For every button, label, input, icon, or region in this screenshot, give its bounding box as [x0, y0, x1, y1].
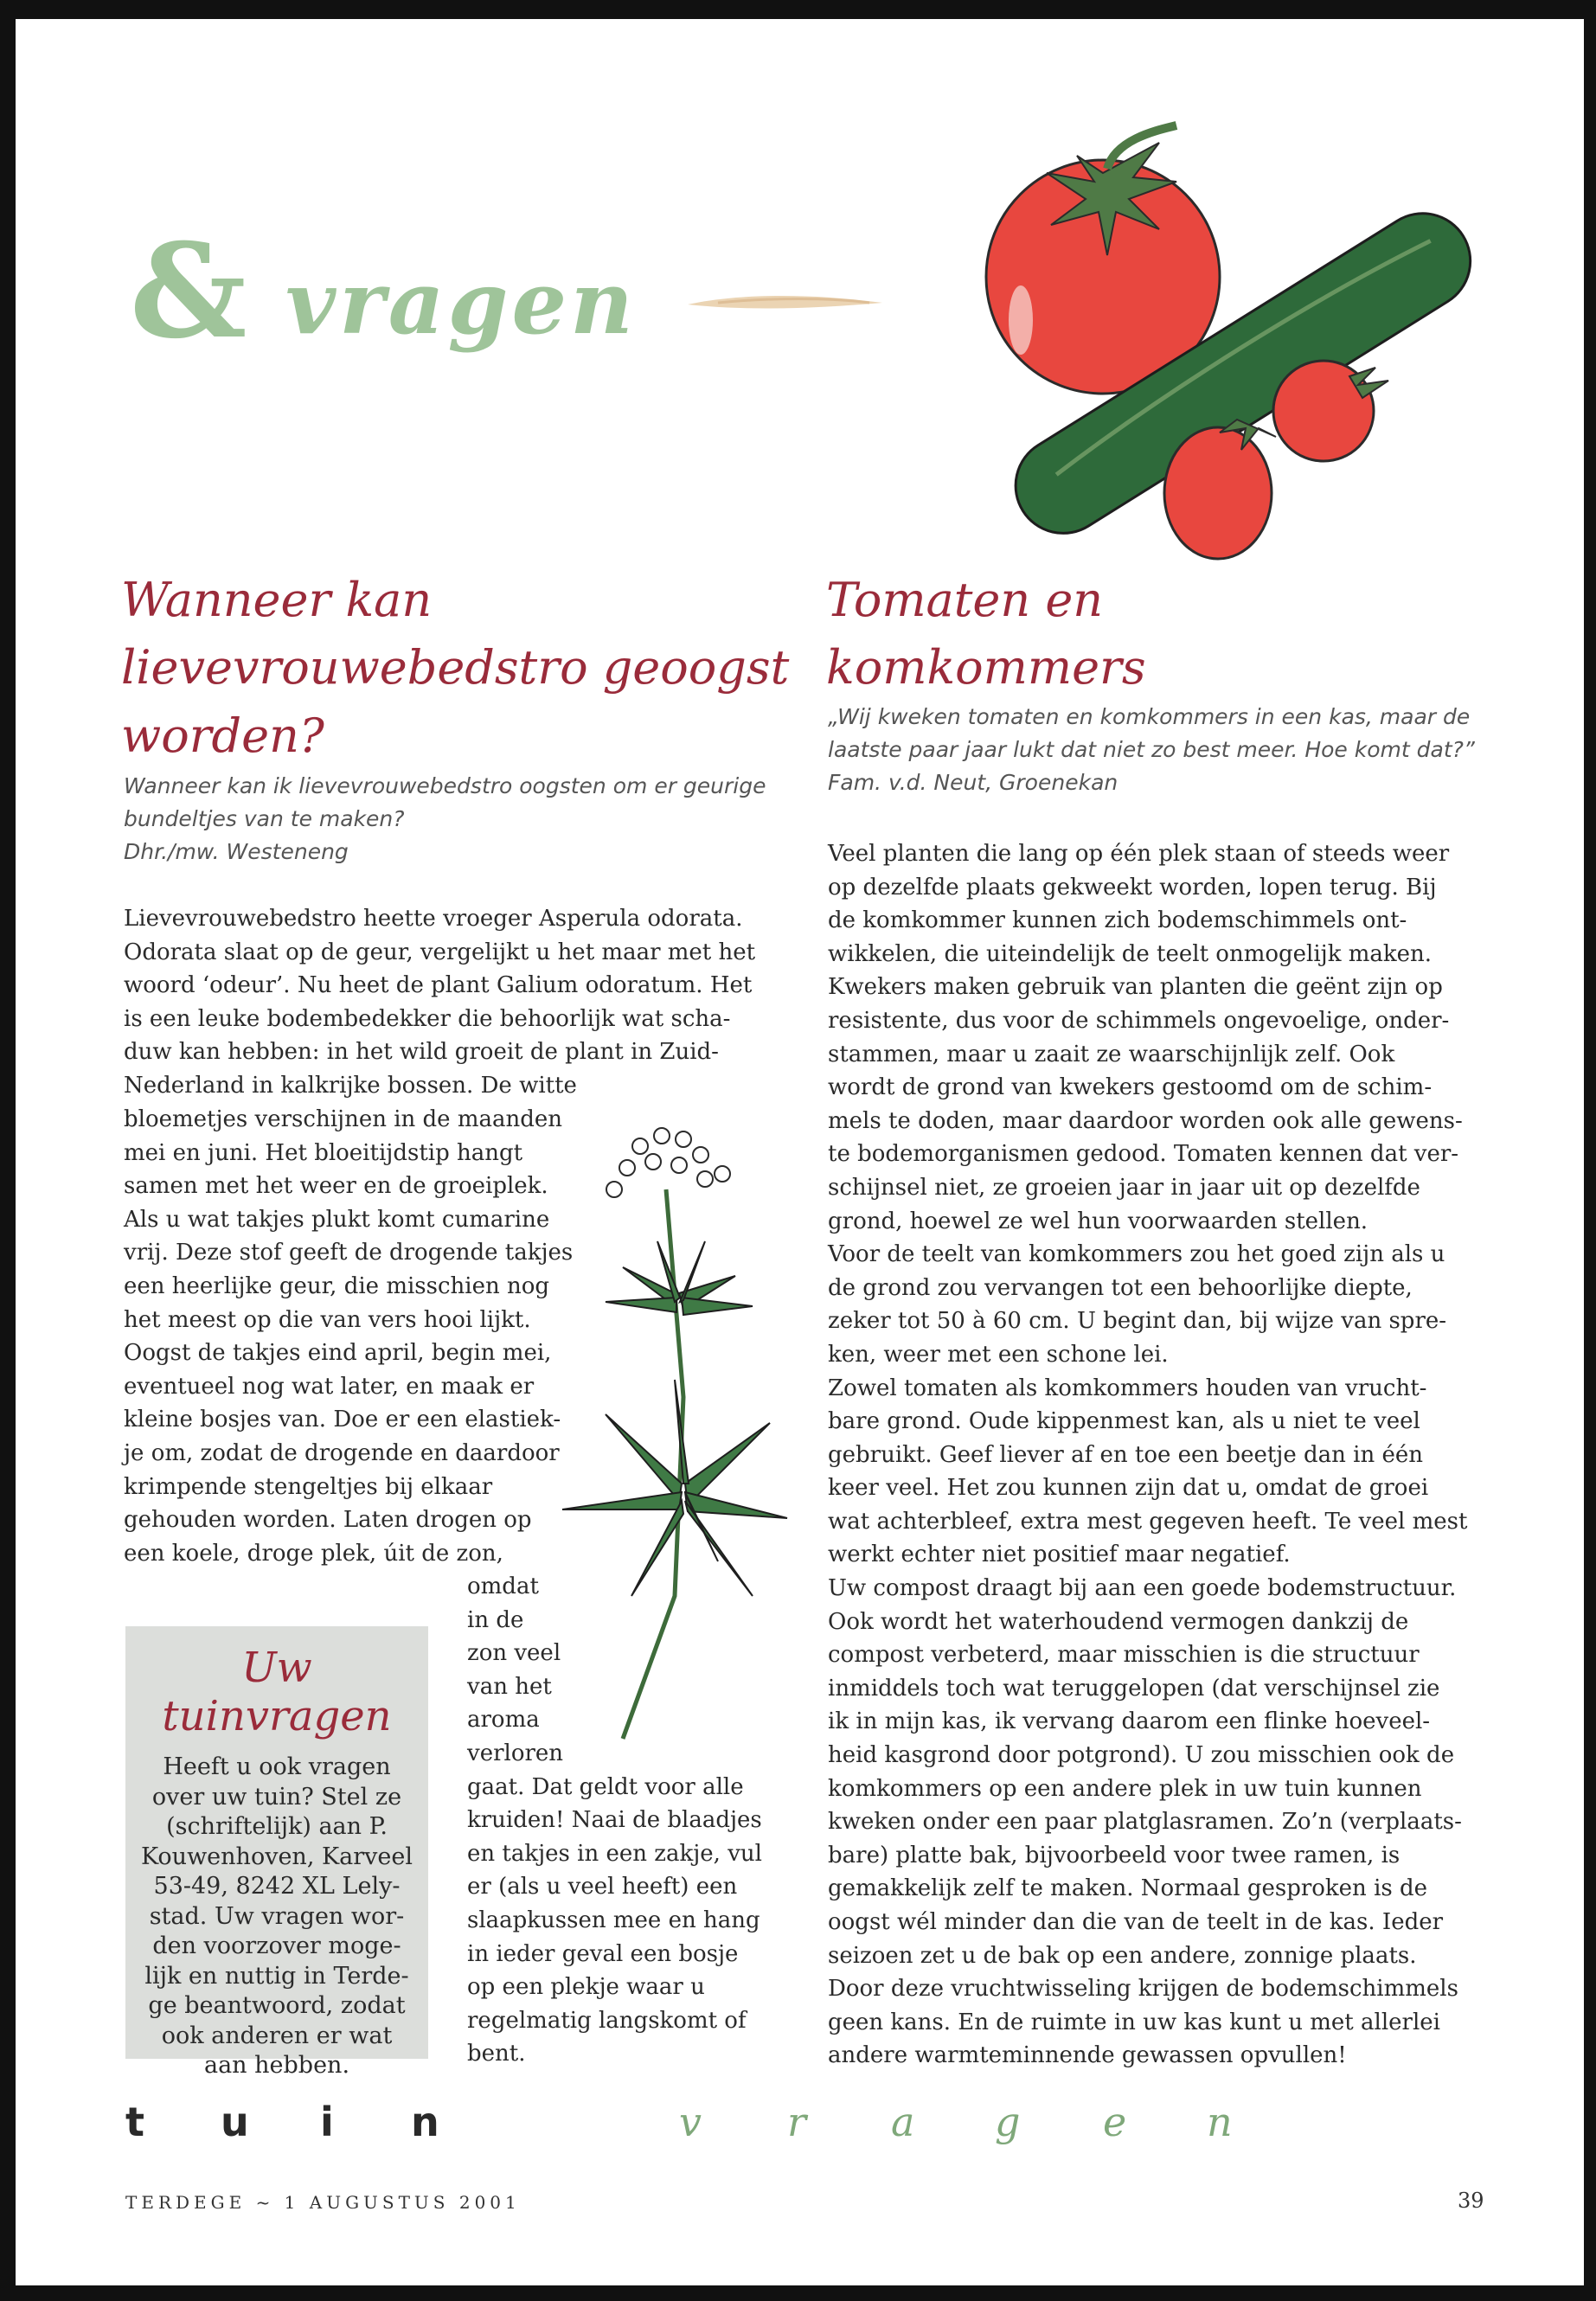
footer-letter: u: [221, 2099, 249, 2145]
footer-letter: a: [891, 2099, 915, 2145]
footer-letter: r: [787, 2099, 806, 2145]
answer-left-part3: omdat in de zon veel van het aroma verloren gaat. Dat geldt voor alle kruiden! Naai de blaadjes en takjes in een zakje, vul er (als u veel heeft) een slaapkussen mee en hang in ieder geval een bosje op een plekje waar u regelmatig langskomt of bent.: [467, 1574, 762, 2067]
brush-stroke-icon: [683, 285, 891, 320]
answer-right: Veel planten die lang op één plek staan of steeds weer op dezelfde plaats gekweekt worden, lopen terug. Bij de komkommer kunnen zich bodemschimmels ont- wikkelen, die uiteindelijk de teelt onmogelijk maken. Kwekers maken gebruik van planten die geënt zijn op resistente, dus voor de schimmels ongevoelige, onder- stammen, maar u zaait ze waarschijnlijk zelf. Ook wordt de grond van kwekers gestoomd om de schim- mels te doden, maar daardoor worden ook alle gewens- te bodemorganismen gedood. Tomaten kennen dat ver- schijnsel niet, ze groeien jaar in jaar uit op dezelfde grond, hoewel ze wel hun voorwaarden stellen. Voor de teelt van komkommers zou het goed zijn als u de grond zou vervangen tot een behoorlijke diepte, zeker tot 50 à 60 cm. U begint dan, bij wijze van spre- ken, weer met een schone lei. Zowel tomaten als komkommers houden van vrucht- bare grond. Oude kippenmest kan, als u niet te veel gebruikt. Geef liever af en toe een beetje dan in één keer veel. Het zou kunnen zijn dat u, omdat de groei wat achterbleef, extra mest gegeven heeft. Te veel mest werkt echter niet positief maar negatief. Uw compost draagt bij aan een goede bodemstructuur. Ook wordt het waterhoudend vermogen dankzij de compost verbeterd, maar misschien is die structuur inmiddels toch wat teruggelopen (dat verschijnsel zie ik in mijn kas, ik vervang daarom een flinke hoeveel- heid kasgrond door potgrond). U zou misschien ook de komkommers op een andere plek in uw tuin kunnen kweken onder een paar platglasramen. Zo’n (verplaats- bare) platte bak, bijvoorbeeld voor twee ramen, is gemakkelijk zelf te maken. Normaal gesproken is de oogst wél minder dan die van de teelt in de kas. Ieder seizoen zet u de bak op een andere, zonnige plaats. Door deze vruchtwisseling krijgen de bodemschimmels geen kans. En de ruimte in uw kas kunt u met allerlei andere warmteminnende gewassen opvullen!: [828, 841, 1468, 2069]
page-border-right: [1584, 0, 1596, 2301]
magazine-issue: TERDEGE ~ 1 AUGUSTUS 2001: [125, 2192, 521, 2213]
page-number: 39: [1458, 2189, 1484, 2213]
page-border-left: [0, 0, 16, 2301]
header-title: vragen: [285, 252, 637, 354]
article-title-right: Tomaten en komkommers: [826, 573, 1146, 695]
article-title-left: Wanneer kan lievevrouwebedstro geoogst worden?: [121, 573, 790, 763]
woodruff-plant-icon: [554, 1112, 804, 1752]
box-title: Uw tuinvragen: [162, 1644, 392, 1740]
footer-letter: n: [411, 2099, 439, 2145]
footer-letter: g: [995, 2099, 1021, 2145]
box-text: Heeft u ook vragen over uw tuin? Stel ze (schriftelijk) aan P. Kouwenhoven, Karveel 53-49, 8242 XL Lely- stad. Uw vragen wor- den voorzover moge- lijk en nuttig in Terde- ge beantwoord, zodat ook anderen er wat aan hebben.: [140, 1753, 413, 2079]
footer-letter: n: [1207, 2099, 1233, 2145]
page-border-bottom: [0, 2285, 1596, 2301]
tomato-cucumber-icon: [952, 121, 1488, 571]
reader-question-right: „Wij kweken tomaten en komkommers in een kas, maar de laatste paar jaar lukt dat niet zo best meer. Hoe komt dat?” Fam. v.d. Neut, Groenekan: [828, 704, 1475, 795]
footer-letter: v: [679, 2099, 702, 2145]
answer-left-part2: bloemetjes verschijnen in de maanden mei en juni. Het bloeitijdstip hangt samen met het weer en de groeiplek. Als u wat takjes plukt komt cumarine vrij. Deze stof geeft de drogende takjes een heerlijke geur, die misschien nog het meest op die van vers hooi lijkt. Oogst de takjes eind april, begin mei, eventueel nog wat later, en maak er kleine bosjes van. Doe er een elastiek- je om, zodat de drogende en daardoor krimpende stengeltjes bij elkaar gehouden worden. Laten drogen op een koele, droge plek, úit de zon,: [124, 1106, 574, 1567]
reader-question-left: Wanneer kan ik lievevrouwebedstro oogsten om er geurige bundeltjes van te maken? Dhr./mw. Westeneng: [124, 773, 766, 864]
footer-letter: e: [1103, 2099, 1127, 2145]
header-ampersand: &: [130, 215, 247, 368]
tuinvragen-box: [125, 1626, 428, 2079]
footer-letter: i: [320, 2099, 334, 2145]
page-border-top: [0, 0, 1596, 19]
footer-letter: t: [125, 2099, 144, 2145]
answer-left-part1: Lievevrouwebedstro heette vroeger Asperula odorata. Odorata slaat op de geur, vergelijkt u het maar met het woord ‘odeur’. Nu heet de plant Galium odoratum. Het is een leuke bodembedekker die behoorlijk wat scha- duw kan hebben: in het wild groeit de plant in Zuid- Nederland in kalkrijke bossen. De witte: [124, 906, 756, 1099]
